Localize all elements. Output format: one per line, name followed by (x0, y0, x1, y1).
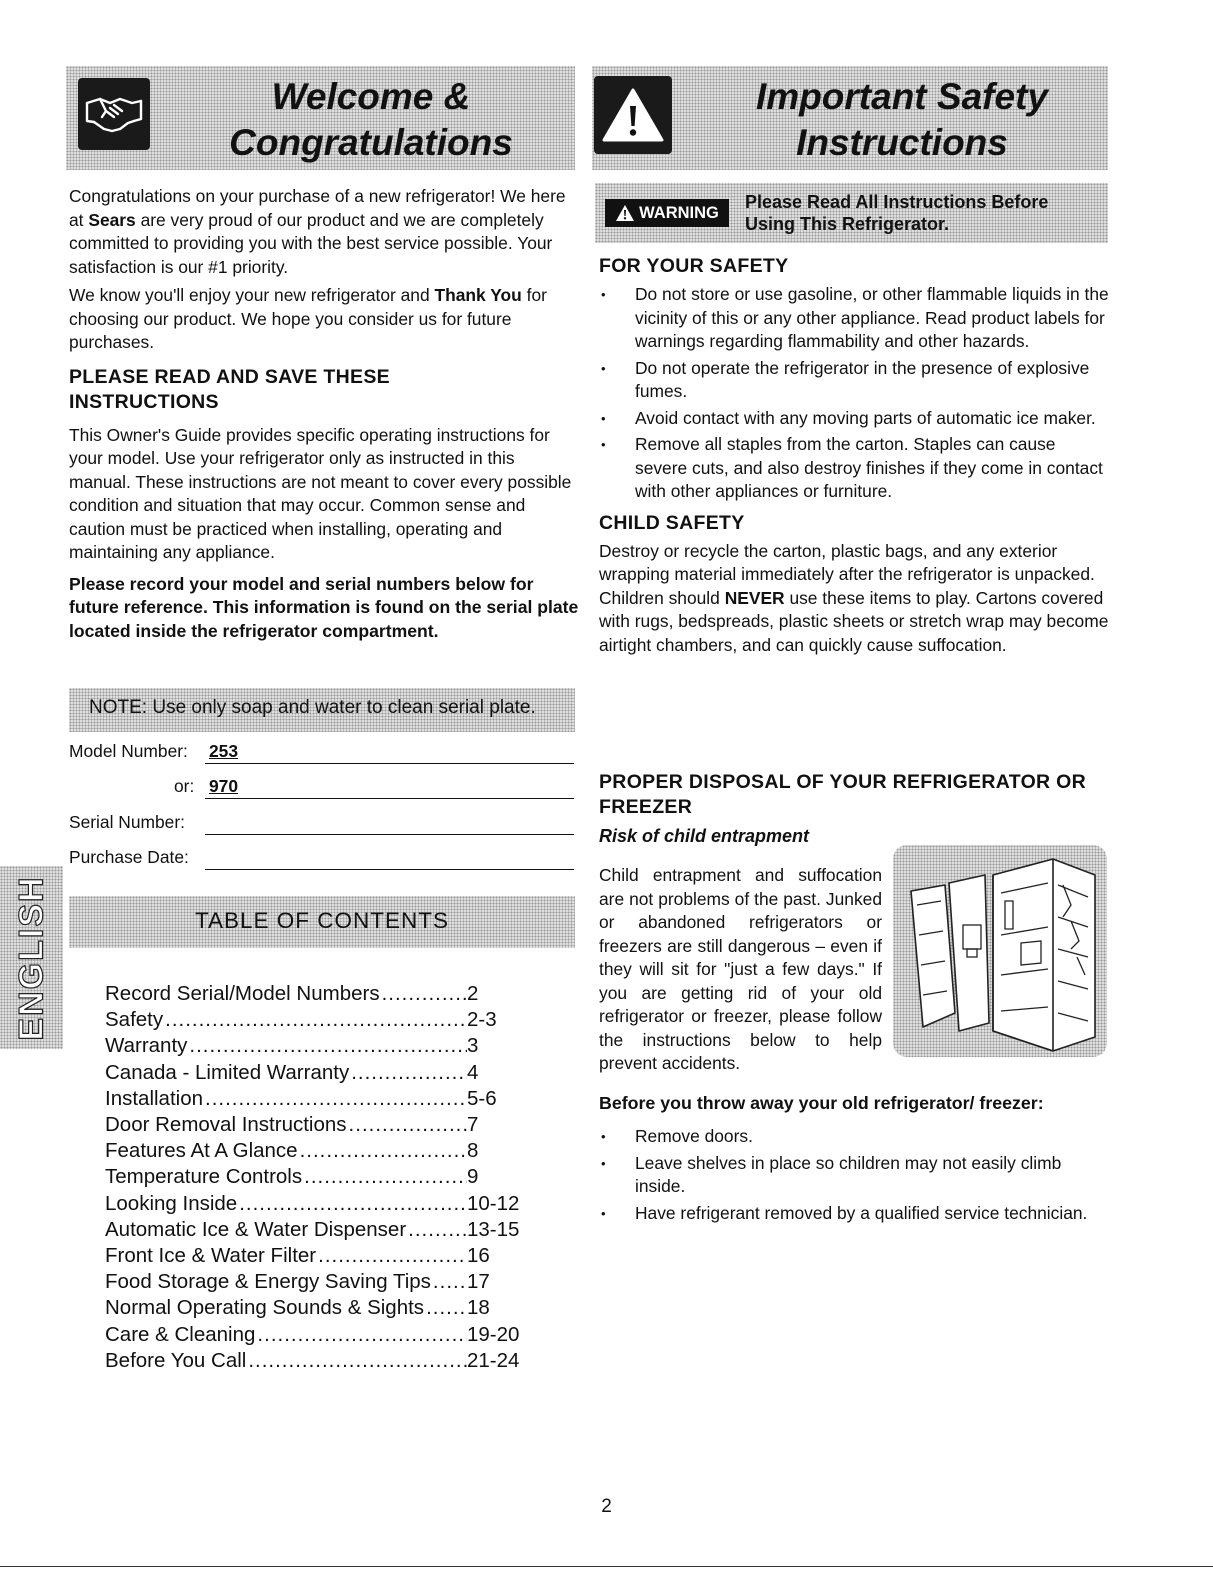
toc-entry-page: 18 (467, 1296, 490, 1320)
toc-entry-name: Looking Inside (105, 1191, 238, 1215)
page-bottom-rule (0, 1566, 1213, 1567)
toc-entry-page: 3 (467, 1034, 479, 1058)
list-item: • Do not store or use gasoline, or other flammable liquids in the vicinity of this or any other appliance. Read product labels for warnings regarding flammability and other hazards. (599, 283, 1111, 354)
toc-entry-leader (316, 1243, 467, 1269)
toc-entry-name: Door Removal Instructions (105, 1113, 347, 1137)
purchase-date-line (205, 869, 574, 870)
toc-entry-leader (163, 1007, 467, 1033)
save-body: This Owner's Guide provides specific operating instructions for your model. Use your refrigerator only as instructed in this manual. These instructions are not meant to cover every possible condition and situation that may occur. Common sense and caution must be practiced when installing, operating and maintaining any appliance. (69, 424, 572, 562)
toc-entry-page: 13-15 (467, 1217, 520, 1241)
before-disposal-heading: Before you throw away your old refrigerator/ freezer: (599, 1093, 1044, 1113)
alt-model-number-field (69, 776, 579, 800)
warning-triangle-icon (594, 76, 672, 154)
note-label: NOTE: (89, 697, 148, 718)
model-number-field (69, 741, 579, 765)
toc-entry-page: 9 (467, 1165, 479, 1189)
toc-entry-leader (255, 1322, 467, 1348)
safety-title-line2: Instructions (796, 122, 1008, 163)
toc-entry-page: 8 (467, 1139, 479, 1163)
toc-entry-page: 19-20 (467, 1322, 520, 1346)
safety-title-line1: Important Safety (756, 76, 1048, 117)
child-safety-text-b: use these items to play. Cartons covered with rugs, bedspreads, plastic sheets or stretch wrap may become airtight chambers, and can quickly cause suffocation. (599, 587, 1109, 655)
toc-entry-leader (349, 1060, 467, 1086)
purchase-date-label: Purchase Date: (69, 847, 189, 867)
list-item: • Remove all staples from the carton. Staples can cause severe cuts, and also destroy finishes if they come in contact with other appliances or furniture. (599, 433, 1111, 504)
toc-entry (105, 1060, 525, 1086)
toc-entry-page: 7 (467, 1113, 479, 1137)
toc-entry-leader (424, 1295, 467, 1321)
disposal-subheading: Risk of child entrapment (599, 826, 810, 846)
toc-title: TABLE OF CONTENTS (194, 908, 450, 933)
toc-entry-leader (302, 1164, 467, 1190)
toc-header (69, 896, 575, 948)
toc-entry-name: Care & Cleaning (105, 1322, 256, 1346)
toc-entry-name: Front Ice & Water Filter (105, 1244, 317, 1268)
toc-entry (105, 1138, 525, 1164)
note-box (69, 688, 575, 732)
never-text: NEVER (724, 587, 785, 608)
toc-entry (105, 1086, 525, 1112)
toc-entry-leader (380, 981, 467, 1007)
welcome-paragraph-2 (69, 284, 579, 355)
for-your-safety-list (599, 283, 1111, 504)
toc-entry (105, 1295, 525, 1321)
toc-entry-name: Installation (105, 1086, 204, 1110)
serial-number-label: Serial Number: (69, 812, 185, 832)
or-label: or: (174, 776, 195, 796)
warning-line-1: Please Read All Instructions Before (745, 192, 1049, 212)
welcome-text-2b: for choosing our product. We hope you consider us for future purchases. (69, 285, 547, 352)
disposal-heading: PROPER DISPOSAL OF YOUR REFRIGERATOR OR FREEZER (599, 771, 1086, 818)
toc-entry-page: 16 (467, 1244, 490, 1268)
toc-entry-name: Automatic Ice & Water Dispenser (105, 1217, 407, 1241)
before-disposal-list (599, 1125, 1111, 1225)
disposal-body: Child entrapment and suffocation are not problems of the past. Junked or abandoned refrigerators or freezers are still dangerous – even if they will sit for "just a few days." If you are getting rid of your old refrigerator or freezer, please follow the instructions below to help prevent accidents. (599, 865, 882, 1073)
toc-entry-name: Temperature Controls (105, 1165, 303, 1189)
safety-title (702, 74, 1102, 166)
list-item: • Leave shelves in place so children may not easily climb inside. (599, 1152, 1111, 1199)
disposal-section (599, 770, 1111, 847)
list-item: • Remove doors. (599, 1125, 1111, 1149)
toc-entry (105, 1007, 525, 1033)
toc-entry (105, 1112, 525, 1138)
toc-entry-leader (298, 1138, 467, 1164)
before-disposal-section (599, 1092, 1111, 1228)
child-safety-body (599, 540, 1111, 658)
toc-entry-leader (347, 1112, 467, 1138)
toc-entry (105, 1033, 525, 1059)
page-number: 2 (601, 1496, 612, 1517)
purchase-date-field (69, 847, 579, 871)
toc-entry-page: 10-12 (467, 1191, 520, 1215)
toc-entry-leader (187, 1033, 467, 1059)
toc-entry-name: Food Storage & Energy Saving Tips (105, 1270, 431, 1294)
toc-entry-leader (237, 1191, 467, 1217)
note-body: Use only soap and water to clean serial plate. (147, 697, 536, 718)
toc-entry-page: 5-6 (467, 1086, 497, 1110)
toc-entry-page: 2 (467, 982, 479, 1005)
language-side-tab-text: ENGLISH (12, 874, 50, 1041)
welcome-paragraph-1 (69, 185, 579, 279)
toc-entry-leader (431, 1269, 467, 1295)
toc-entry-name: Features At A Glance (105, 1139, 298, 1163)
toc-entry-name: Normal Operating Sounds & Sights (105, 1296, 425, 1320)
list-item: • Do not operate the refrigerator in the presence of explosive fumes. (599, 357, 1111, 404)
toc-entry-name: Safety (105, 1008, 164, 1032)
warning-badge-text: WARNING (639, 203, 719, 222)
toc-entry (105, 1322, 525, 1348)
record-note: Please record your model and serial numbers below for future reference. This information is found on the serial plate located inside the refrigerator compartment. (69, 573, 579, 641)
toc-entry-name: Before You Call (105, 1348, 247, 1372)
toc-list (105, 981, 535, 1374)
welcome-text-2a: We know you'll enjoy your new refrigerator and (69, 285, 435, 305)
toc-entry-page: 2-3 (467, 1008, 497, 1032)
model-number-value: 253 (209, 741, 239, 761)
toc-entry (105, 981, 525, 1007)
brand-name: Sears (88, 209, 136, 230)
warning-badge-icon (615, 204, 635, 222)
welcome-title (176, 74, 566, 166)
or-line (205, 798, 574, 799)
toc-entry-page: 21-24 (467, 1348, 520, 1372)
toc-entry (105, 1217, 525, 1243)
child-safety-heading: CHILD SAFETY (599, 511, 745, 534)
child-safety-text-a: Destroy or recycle the carton, plastic bags, and any exterior wrapping material immediately after the refrigerator is unpacked. Children should (599, 540, 1095, 608)
for-your-safety-heading: FOR YOUR SAFETY (599, 255, 789, 277)
toc-entry (105, 1191, 525, 1217)
toc-entry (105, 1243, 525, 1269)
toc-entry (105, 1164, 525, 1190)
warning-text (745, 191, 1048, 235)
toc-entry-name: Canada - Limited Warranty (105, 1060, 350, 1084)
welcome-text-1a: Congratulations on your purchase of a new refrigerator! We here at (69, 186, 566, 230)
welcome-section (69, 185, 579, 643)
welcome-banner (66, 66, 575, 170)
serial-number-line (205, 834, 574, 835)
welcome-title-line1: Welcome & (271, 76, 471, 117)
model-number-label: Model Number: (69, 741, 188, 761)
toc-entry-name: Record Serial/Model Numbers (105, 982, 380, 1005)
serial-number-field (69, 812, 579, 836)
refrigerator-illustration (893, 845, 1107, 1057)
list-item: • Avoid contact with any moving parts of automatic ice maker. (599, 407, 1111, 431)
handshake-icon (78, 78, 150, 150)
toc-entry-page: 4 (467, 1060, 479, 1084)
model-number-line (205, 763, 574, 764)
welcome-title-line2: Congratulations (229, 122, 513, 163)
toc-entry (105, 1269, 525, 1295)
safety-banner (592, 66, 1108, 170)
toc-entry-leader (203, 1086, 467, 1112)
toc-entry-leader (246, 1348, 467, 1374)
toc-entry-page: 17 (467, 1270, 490, 1294)
thank-you-text: Thank You (434, 285, 522, 305)
toc-entry-name: Warranty (105, 1034, 188, 1058)
note-text (89, 697, 536, 719)
welcome-text-1b: are very proud of our product and we are completely committed to providing you with the best service possible. Your satisfaction is our #1 priority. (69, 209, 553, 277)
warning-badge (605, 199, 729, 227)
toc-entry (105, 1348, 525, 1374)
list-item: • Have refrigerant removed by a qualified service technician. (599, 1202, 1111, 1226)
save-heading: PLEASE READ AND SAVE THESE INSTRUCTIONS (69, 365, 390, 413)
toc-entry-leader (406, 1217, 467, 1243)
language-side-tab (0, 866, 63, 1049)
warning-line-2: Using This Refrigerator. (745, 214, 950, 234)
for-your-safety-section (599, 254, 1111, 657)
warning-box (595, 183, 1108, 243)
or-value: 970 (209, 776, 239, 796)
